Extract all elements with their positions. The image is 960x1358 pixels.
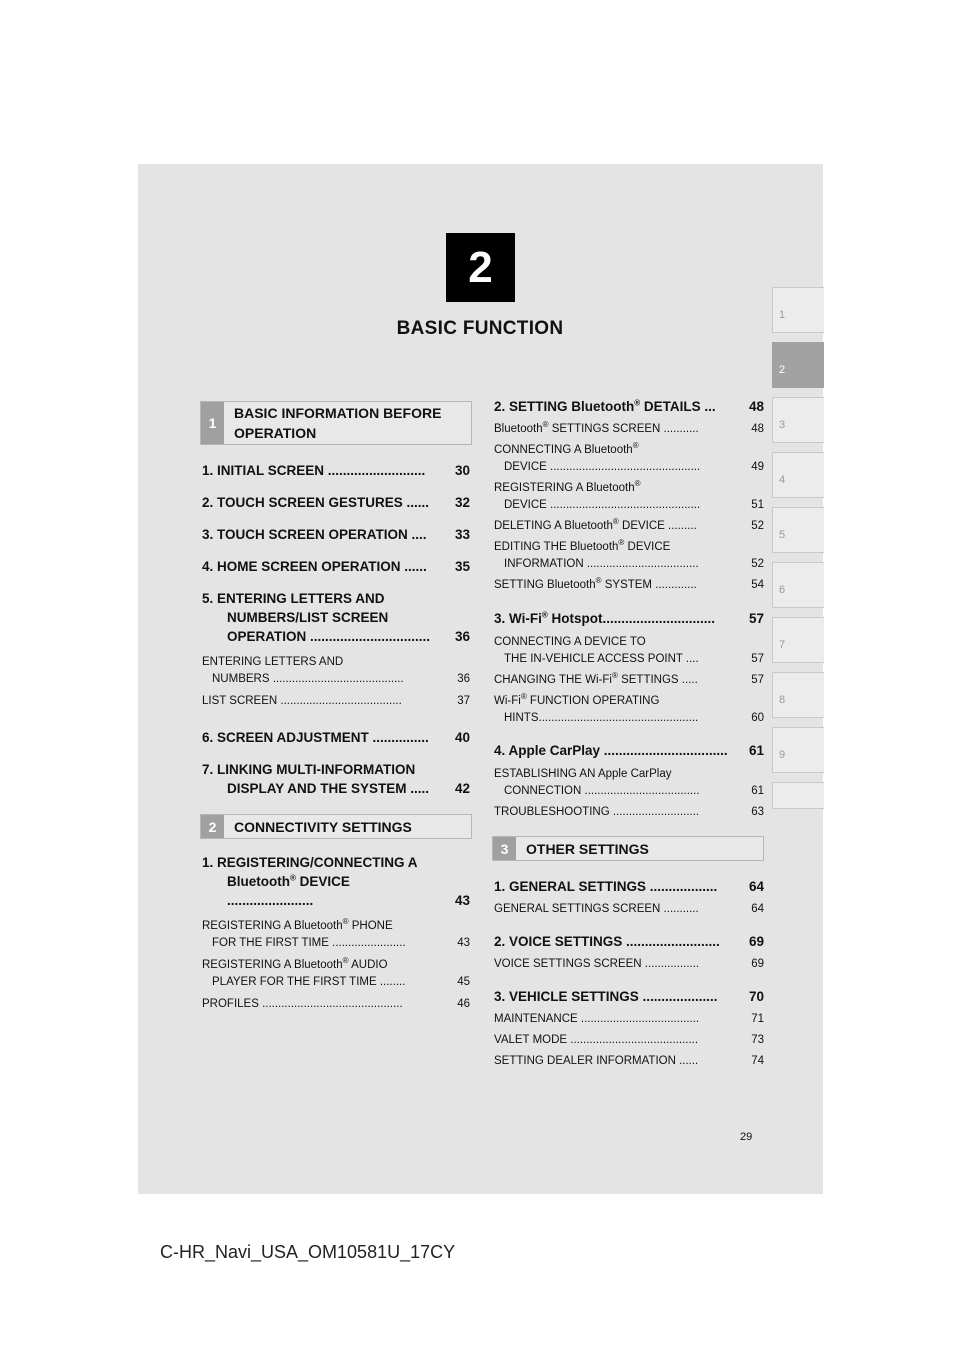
toc-entry[interactable]: 2. TOUCH SCREEN GESTURES ...... 32: [202, 495, 470, 510]
chapter-title: BASIC FUNCTION: [396, 318, 564, 339]
section-title: BASIC INFORMATION BEFORE OPERATION: [234, 405, 442, 441]
page-number: 29: [740, 1131, 753, 1143]
toc-subentry[interactable]: Wi-Fi® FUNCTION OPERATING HINTS.................................................. 60: [494, 692, 764, 724]
section-2-header: [200, 814, 472, 839]
toc-entry[interactable]: 3. Wi-Fi® Hotspot.............................. 57: [494, 610, 764, 626]
toc-entry[interactable]: 1. GENERAL SETTINGS .................. 64: [494, 879, 764, 894]
section-title: OTHER SETTINGS: [526, 840, 649, 857]
section-number: 2: [201, 815, 224, 838]
toc-subentry[interactable]: PROFILES ............................................ 46: [202, 998, 470, 1010]
tab-chapter-1[interactable]: 1: [772, 287, 824, 333]
section-3-header: [492, 836, 764, 861]
section-number: 3: [493, 837, 516, 860]
toc-entry[interactable]: 7. LINKING MULTI-INFORMATION DISPLAY AND THE SYSTEM ..... 42: [202, 762, 470, 796]
toc-subentry[interactable]: SETTING DEALER INFORMATION ...... 74: [494, 1055, 764, 1067]
toc-entry[interactable]: 5. ENTERING LETTERS AND NUMBERS/LIST SCREEN OPERATION ................................ 36: [202, 591, 470, 644]
toc-subentry[interactable]: REGISTERING A Bluetooth® DEVICE ............................................... 51: [494, 479, 764, 511]
tab-chapter-7[interactable]: 7: [772, 617, 824, 663]
toc-entry[interactable]: 1. INITIAL SCREEN .......................... 30: [202, 463, 470, 478]
left-column-section-2: [202, 853, 470, 1013]
section-number: 1: [201, 402, 224, 444]
toc-entry[interactable]: 4. HOME SCREEN OPERATION ...... 35: [202, 559, 470, 574]
tab-chapter-5[interactable]: 5: [772, 507, 824, 553]
tab-chapter-2[interactable]: 2: [772, 342, 824, 388]
toc-subentry[interactable]: MAINTENANCE ..................................... 71: [494, 1013, 764, 1025]
document-code: C-HR_Navi_USA_OM10581U_17CY: [160, 1242, 456, 1262]
toc-entry[interactable]: 4. Apple CarPlay ................................. 61: [494, 743, 764, 758]
chapter-number-box: [446, 233, 515, 302]
toc-subentry[interactable]: CONNECTING A DEVICE TO THE IN-VEHICLE ACCESS POINT .... 57: [494, 636, 764, 665]
tab-chapter-6[interactable]: 6: [772, 562, 824, 608]
tab-chapter-8[interactable]: 8: [772, 672, 824, 718]
toc-subentry[interactable]: GENERAL SETTINGS SCREEN ........... 64: [494, 903, 764, 915]
tab-blank: [772, 782, 824, 809]
tab-chapter-9[interactable]: 9: [772, 727, 824, 773]
toc-subentry[interactable]: VALET MODE ........................................ 73: [494, 1034, 764, 1046]
section-title: CONNECTIVITY SETTINGS: [234, 818, 412, 835]
toc-subentry[interactable]: EDITING THE Bluetooth® DEVICE INFORMATION ................................... 52: [494, 538, 764, 570]
chapter-number: 2: [468, 242, 493, 292]
toc-subentry[interactable]: ENTERING LETTERS AND NUMBERS ......................................... 36: [202, 656, 470, 685]
toc-subentry[interactable]: Bluetooth® SETTINGS SCREEN ........... 48: [494, 420, 764, 435]
toc-subentry[interactable]: REGISTERING A Bluetooth® PHONE FOR THE FIRST TIME ....................... 43: [202, 917, 470, 949]
toc-entry[interactable]: 3. VEHICLE SETTINGS .................... 70: [494, 989, 764, 1004]
tab-chapter-3[interactable]: 3: [772, 397, 824, 443]
toc-subentry[interactable]: REGISTERING A Bluetooth® AUDIO PLAYER FOR THE FIRST TIME ........ 45: [202, 956, 470, 988]
toc-entry[interactable]: 3. TOUCH SCREEN OPERATION .... 33: [202, 527, 470, 542]
toc-entry[interactable]: 2. SETTING Bluetooth® DETAILS ... 48: [494, 398, 764, 414]
tab-chapter-4[interactable]: 4: [772, 452, 824, 498]
toc-entry[interactable]: 1. REGISTERING/CONNECTING A Bluetooth® DEVICE ....................... 43: [202, 855, 470, 908]
left-column: [202, 461, 470, 798]
toc-subentry[interactable]: DELETING A Bluetooth® DEVICE ......... 52: [494, 517, 764, 532]
right-column: [494, 397, 764, 821]
toc-subentry[interactable]: VOICE SETTINGS SCREEN ................. 69: [494, 958, 764, 970]
toc-subentry[interactable]: TROUBLESHOOTING ........................... 63: [494, 806, 764, 818]
toc-entry[interactable]: 2. VOICE SETTINGS ......................... 69: [494, 934, 764, 949]
toc-subentry[interactable]: CONNECTING A Bluetooth® DEVICE ............................................... 49: [494, 441, 764, 473]
toc-entry[interactable]: 6. SCREEN ADJUSTMENT ............... 40: [202, 730, 470, 745]
toc-subentry[interactable]: LIST SCREEN ...................................... 37: [202, 695, 470, 707]
toc-subentry[interactable]: ESTABLISHING AN Apple CarPlay CONNECTION .................................... 61: [494, 768, 764, 797]
chapter-tabs: [772, 287, 824, 818]
toc-subentry[interactable]: CHANGING THE Wi-Fi® SETTINGS ..... 57: [494, 671, 764, 686]
right-column-section-3: [494, 877, 764, 1070]
section-1-header: [200, 401, 472, 445]
toc-subentry[interactable]: SETTING Bluetooth® SYSTEM ............. 54: [494, 576, 764, 591]
